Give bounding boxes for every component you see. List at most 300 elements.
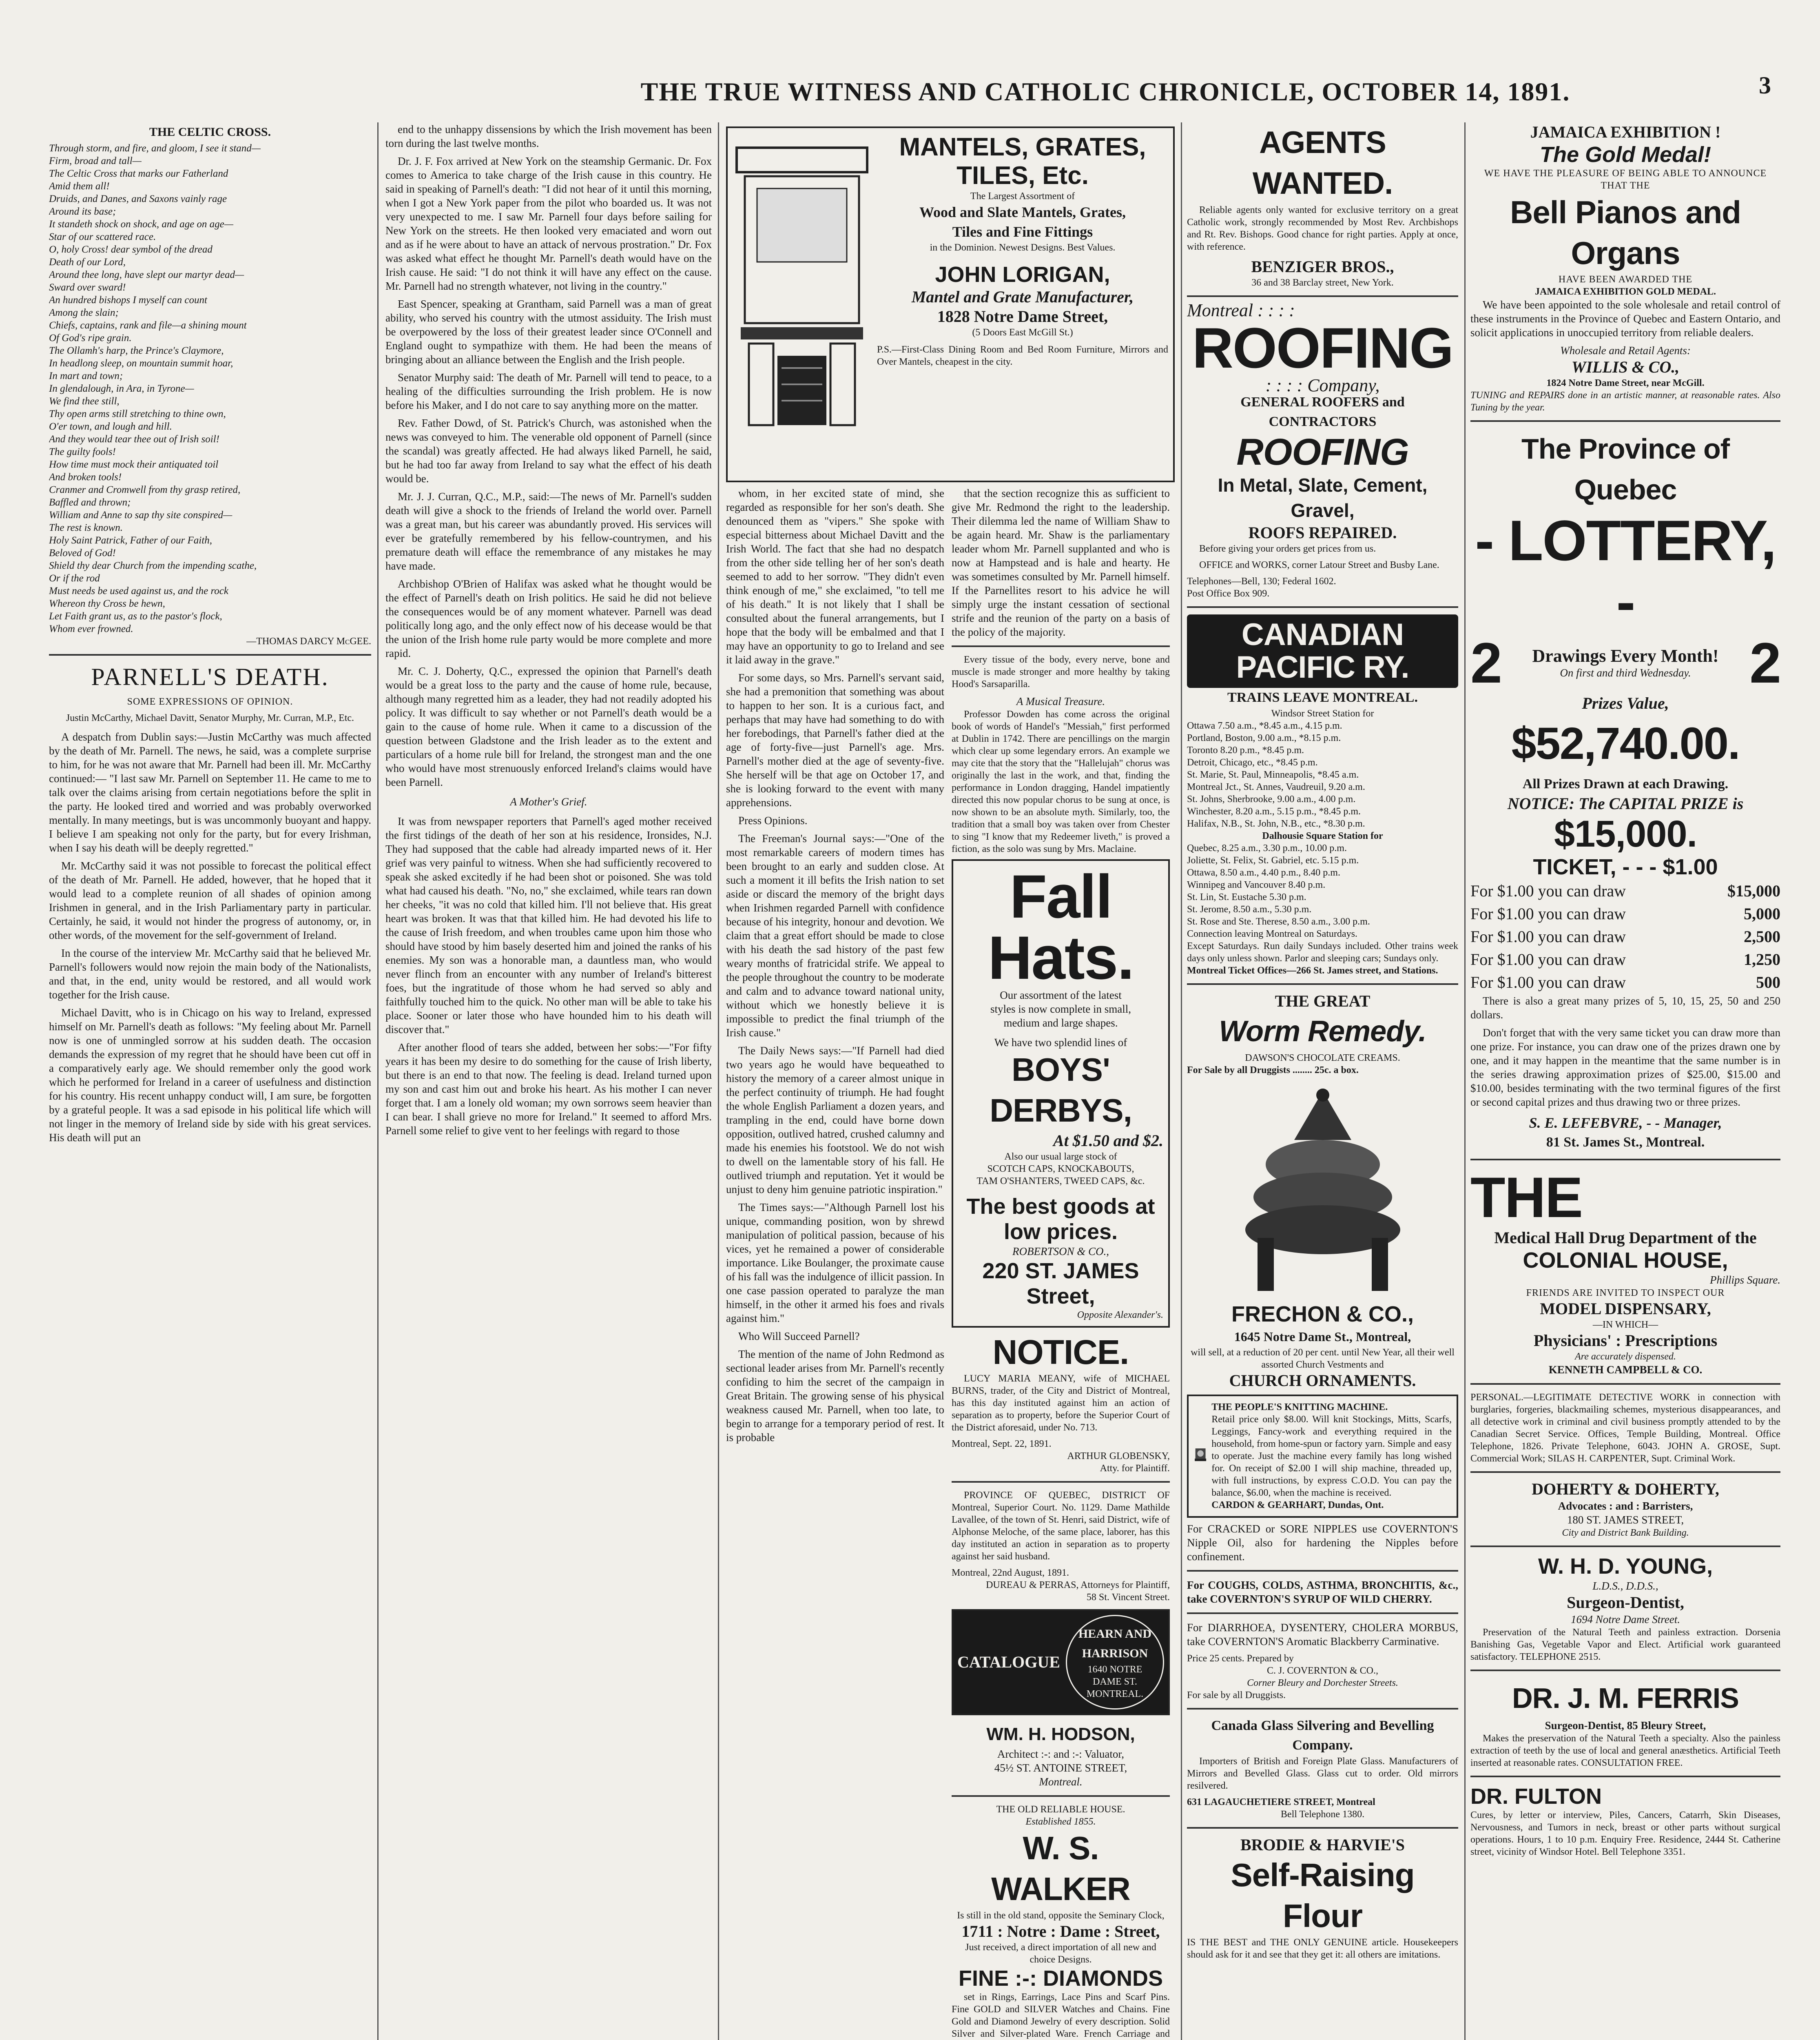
hodson-name: WM. H. HODSON, — [986, 1724, 1135, 1744]
paragraph: Dr. J. F. Fox arrived at New York on the steamship Germanic. Dr. Fox comes to America to take charge of the Irish cause in this country. He said in speaking of Parnell's death: "I did not hear of it until this morning, when I got a New York paper from the pilot who boarded us. It was not very unexpected to me. I saw Mr. Parnell four days before sailing for New York on the streets. He then looked very emaciated and worn out and as if he were about to have an attack of nervous prostration." Dr. Fox was asked what effect he thought Mr. Parnell's death would have on the Irish cause. He said: "I do not think it will have any effect on the cause. Mr. Parnell had no strength whatever, not living in the country." — [385, 155, 712, 292]
paragraph: Mr. C. J. Doherty, Q.C., expressed the opinion that Parnell's death would be a great loss to the party and the cause of home rule, because, although many regretted him as a leader, they had not readily adopted his policy. It was difficult to say whether or not Parnell's death would be a gain to the cause of home rule. When it came to a discussion of the question between Gladstone and the Irish leader as to the extent and particulars of a home rule bill for Ireland, the strongest man and the one who would have most strenuously enforced Ireland's claims would have been Parnell. — [385, 665, 712, 788]
cpr-ticket: Montreal Ticket Offices—266 St. James street, and Stations. — [1187, 965, 1438, 976]
poem-line: The Ollamh's harp, the Prince's Claymore, — [49, 345, 224, 356]
roofing-montreal: Montreal : : : : — [1187, 300, 1295, 320]
article-continued — [385, 122, 712, 789]
ferris-name: DR. J. M. FERRIS — [1512, 1682, 1739, 1714]
poem-line: Of God's ripe grain. — [49, 333, 132, 344]
doherty-addr: 180 ST. JAMES STREET, — [1567, 1514, 1684, 1526]
glass-text: Importers of British and Foreign Plate Glass. Manufacturers of Mirrors and Bevelled Glass. Glass cut to order. Old mirrors resilvered. — [1187, 1756, 1458, 1791]
hall-accurately: Are accurately dispensed. — [1575, 1351, 1676, 1362]
poem-line: Around thee long, have slept our martyr dead— — [49, 269, 244, 280]
poem-line: Around its base; — [49, 206, 116, 217]
poem-line: In headlong sleep, on mountain summit hoar, — [49, 358, 233, 369]
lottery-row-label: For $1.00 you can draw — [1470, 882, 1626, 900]
column-3 — [726, 122, 1175, 2040]
paragraph: Press Opinions. — [738, 814, 808, 827]
hearn-name: HEARN AND HARRISON — [1078, 1627, 1152, 1660]
hearn-seal — [1066, 1615, 1164, 1710]
hats-line: Also our usual large stock of — [1004, 1151, 1117, 1162]
lottery-ticket: TICKET, - - - $1.00 — [1533, 855, 1718, 879]
divider — [1470, 1471, 1780, 1473]
lottery-row — [1470, 971, 1780, 994]
divider — [952, 645, 1170, 647]
diarrhoea-sale: For sale by all Druggists. — [1187, 1690, 1286, 1701]
cpr-logo-line1: CANADIAN — [1241, 617, 1404, 652]
paragraph: Michael Davitt, who is in Chicago on his way to Ireland, expressed himself on Mr. Parnell's death as follows: "My feeling about Mr. Parnell now is one of unmingled sorrow at his sudden death. The occasion demands the expression of my regret that he should have been cut off in a comparatively early age. We should remember only the good work which he performed for Ireland in a career of usefulness and distinction for his country. His recent unhappy conduct will, I am sure, be forgotten by a grateful people. It was a sad episode in his political life which will not linger in the memory of Ireland side by side with his great services. His death will put an — [49, 1007, 371, 1144]
lottery-row-label: For $1.00 you can draw — [1470, 927, 1626, 946]
lottery-row-amount: 1,250 — [1744, 950, 1780, 969]
subsection-title: A Mother's Grief. — [510, 796, 587, 808]
jamaica-addr: 1824 Notre Dame Street, near McGill. — [1546, 378, 1705, 388]
lottery-row — [1470, 925, 1780, 948]
jamaica-firm: WILLIS & CO., — [1571, 358, 1680, 376]
papal-tiara-illustration — [1192, 1083, 1453, 1295]
young-title: Surgeon-Dentist, — [1567, 1593, 1684, 1612]
divider — [1470, 1159, 1780, 1160]
mantels-line: Wood and Slate Mantels, Grates, — [919, 204, 1126, 220]
jamaica-wholesale: Wholesale and Retail Agents: — [1560, 344, 1691, 357]
poem-line: The Celtic Cross that marks our Fatherland — [49, 168, 228, 179]
worm-the-great: THE GREAT — [1275, 992, 1371, 1010]
knitting-machine-illustration — [1193, 1401, 1207, 1507]
schedule-line: St. Jerome, 8.50 a.m., 5.30 p.m. — [1187, 904, 1312, 915]
poem-line: It standeth shock on shock, and age on age— — [49, 219, 234, 230]
poem-line: In mart and town; — [49, 370, 123, 381]
lottery-title: - LOTTERY, - — [1475, 508, 1776, 634]
poem-line: Baffled and thrown; — [49, 497, 131, 508]
page-number: 3 — [1759, 72, 1771, 99]
schedule-line: Portland, Boston, 9.00 a.m., *8.15 p.m. — [1187, 733, 1341, 743]
roofing-repaired: ROOFS REPAIRED. — [1248, 523, 1397, 542]
mantels-ps: P.S.—First-Class Dining Room and Bed Room Furniture, Mirrors and Over Mantels, cheapest in the city. — [877, 344, 1168, 367]
lottery-prizes: Prizes Value, — [1582, 694, 1669, 712]
poem-line: Through storm, and fire, and gloom, I see it stand— — [49, 143, 261, 154]
catalogue-label: CATALOGUE — [957, 1653, 1060, 1671]
lottery-drawings-row — [1470, 632, 1780, 694]
poem-line: Firm, broad and tall— — [49, 155, 142, 166]
hats-line: styles is now complete in small, — [990, 1003, 1131, 1015]
lottery-row-amount: 500 — [1756, 973, 1780, 991]
poem-line: We find thee still, — [49, 396, 120, 407]
agents-addr: 36 and 38 Barclay street, New York. — [1251, 277, 1394, 288]
hearn-harrison-ad — [952, 1609, 1170, 1715]
worm-dawson: DAWSON'S CHOCOLATE CREAMS. — [1245, 1053, 1400, 1063]
column-3-left — [726, 486, 944, 2040]
roofing-office: OFFICE and WORKS, corner Latour Street and Busby Lane. — [1199, 560, 1439, 570]
notice-signer: ARTHUR GLOBENSKY, — [1067, 1451, 1170, 1461]
frechon-text: will sell, at a reduction of 20 per cent. until New Year, all their well assorted Church Vestments and — [1191, 1347, 1455, 1370]
poem-line: An hundred bishops I myself can count — [49, 295, 207, 306]
jamaica-bell: Bell Pianos and Organs — [1510, 194, 1741, 271]
hats-headline: Fall Hats. — [988, 862, 1134, 992]
hodson-title: Architect :-: and :-: Valuator, — [997, 1748, 1125, 1760]
agents-title: AGENTS WANTED. — [1252, 125, 1393, 201]
lottery-text1: There is also a great many prizes of 5, 10, 15, 25, 50 and 250 dollars. — [1470, 995, 1780, 1021]
parnell-succession — [952, 486, 1170, 639]
province-firm: DUREAU & PERRAS, Attorneys for Plaintiff, — [986, 1580, 1170, 1590]
schedule-line: Joliette, St. Felix, St. Gabriel, etc. 5.15 p.m. — [1187, 855, 1359, 866]
poem-line: O, holy Cross! dear symbol of the dread — [49, 244, 213, 255]
column-rule — [1181, 122, 1182, 2040]
mantels-address2: (5 Doors East McGill St.) — [972, 327, 1073, 338]
lottery-two: 2 — [1470, 631, 1501, 695]
ferris-text: Makes the preservation of the Natural Teeth a specialty. Also the painless extraction of teeth by the use of local and general anæsthetics. Artificial Teeth inserted at reasonable rates. CONSULTATION FREE. — [1470, 1733, 1780, 1768]
paragraph: The mention of the name of John Redmond as sectional leader arises from Mr. Parnell's recently confiding to him the secret of the campaign in Great Britain. The growing sense of his physical weakness caused Mr. Parnell, when too late, to begin to arrange for a temporary period of rest. It is probable — [726, 1348, 944, 1444]
flour-text: IS THE BEST and THE ONLY GENUINE article. Housekeepers should ask for it and see that they get it: all others are imitations. — [1187, 1937, 1458, 1960]
divider — [1470, 420, 1780, 422]
cpr-windsor: Windsor Street Station for — [1271, 708, 1374, 719]
lottery-row-amount: $15,000 — [1727, 882, 1780, 900]
mantels-line: The Largest Assortment of — [970, 191, 1075, 202]
poem-line: Or if the rod — [49, 573, 100, 584]
paragraph: Mr. J. J. Curran, Q.C., M.P., said:—The news of Mr. Parnell's sudden death will give a shock to the friends of Ireland the world over. Parnell was a great man, but his career was abundantly proved. His services will ever be gratefully remembered by his fellow-countrymen, and his premature death will efface the remembrance of any mistakes he may have made. — [385, 490, 712, 572]
poem-line: Must needs be used against us, and the rock — [49, 585, 228, 596]
lottery-drawings: Drawings Every Month! — [1532, 646, 1719, 666]
lottery-text2: Don't forget that with the very same ticket you can draw more than one prize. For instance, you can draw one of the prizes drawn one by one, and it may happen in the meantime that the same number is in the series drawing approximation prizes of $25.00, $15.00 and $10.00, besides terminating with the two terminal figures of the first or second capital prizes and thus drawing two or three prizes. — [1470, 1027, 1780, 1108]
young-deg: L.D.S., D.D.S., — [1592, 1580, 1658, 1592]
hats-line: We have two splendid lines of — [994, 1036, 1127, 1049]
poem-line: Beloved of God! — [49, 548, 116, 559]
poem-line: The rest is known. — [49, 522, 123, 533]
province-notice: PROVINCE OF QUEBEC, DISTRICT OF Montreal, Superior Court. No. 1129. Dame Mathilde Lavallee, of the town of St. Henri, said District, wife of Alphonse Meloche, of the same place, laborer, has this day instituted an action in separation as to property against her said husband. — [952, 1490, 1170, 1562]
jamaica-title: JAMAICA EXHIBITION ! — [1530, 123, 1721, 141]
sarsaparilla-note: Every tissue of the body, every nerve, bone and muscle is made stronger and more healthy by taking Hood's Sarsaparilla. — [952, 654, 1170, 690]
personal-notice: PERSONAL.—LEGITIMATE DETECTIVE WORK in connection with burglaries, forgeries, blackmailing schemes, mysterious disappearances, and all detective work in criminal and civil business promptly attended to by the Canadian Secret Service. Offices, Temple Building, Montreal. Office Telephone, 1826. Private Telephone, 6043. JOHN A. GROSE, Supt. Commercial Work; SILAS H. CARPENTER, Supt. Criminal Work. — [1470, 1392, 1780, 1464]
paragraph: that the section recognize this as sufficient to give Mr. Redmond the right to the leadership. Their dilemma led the name of William Shaw to be again heard. Mr. Shaw is the parliamentary leader whom Mr. Parnell supplanted and who is now at Hampstead and is hale and hearty. He was sometimes consulted by Mr. Parnell himself. If the Parnellites resort to his advice he will simply urge the instant cessation of sectional strife and the reunion of the party on a basis of the policy of the majority. — [952, 487, 1170, 638]
lottery-prize-list — [1470, 880, 1780, 994]
cpr-dalhousie: Dalhousie Square Station for — [1262, 831, 1383, 841]
schedule-line: Ottawa, 8.50 a.m., 4.40 p.m., 8.40 p.m. — [1187, 867, 1340, 878]
lottery-row — [1470, 902, 1780, 925]
mantel-illustration — [733, 140, 871, 433]
glass-title: Canada Glass Silvering and Bevelling Company. — [1211, 1718, 1434, 1753]
hall-colonial: COLONIAL HOUSE, — [1523, 1248, 1728, 1273]
paragraph: In the course of the interview Mr. McCarthy said that he believed Mr. Parnell's followers would now rejoin the main body of the Nationalists, and that, in the end, unity would be restored, and all would work together for the Irish cause. — [49, 947, 371, 1001]
lottery-row-label: For $1.00 you can draw — [1470, 950, 1626, 969]
poem-line: William and Anne to sap thy site conspired— — [49, 510, 232, 521]
column-4 — [1187, 122, 1458, 2040]
poem-line: Amid them all! — [49, 181, 110, 192]
jamaica-we-have: WE HAVE THE PLEASURE OF BEING ABLE TO ANNOUNCE THAT THE — [1484, 168, 1767, 191]
divider — [49, 654, 371, 656]
cpr-trains: TRAINS LEAVE MONTREAL. — [1227, 690, 1418, 705]
paragraph: Rev. Father Dowd, of St. Patrick's Church, was astonished when the news was conveyed to him. The venerable old opponent of Parnell (since the scandal) was greatly affected. He had always liked Parnell, he said, but he had too far away from Ireland to say what the effect of his death would be. — [385, 417, 712, 485]
poem-line: Star of our scattered race. — [49, 231, 156, 242]
poem-line: And broken tools! — [49, 472, 122, 483]
roofing-box: Post Office Box 909. — [1187, 588, 1270, 599]
roofing-tel: Telephones—Bell, 130; Federal 1602. — [1187, 576, 1336, 587]
paragraph: East Spencer, speaking at Grantham, said Parnell was a man of great ability, who served his country with the utmost assiduity. The Irish must be overpowered by the loss of their greatest leader since O'Connell and England ought to sympathize with them. He had been the means of bringing about an alliance between the English and the Irish people. — [385, 298, 712, 366]
hats-line: medium and large shapes. — [1003, 1017, 1118, 1029]
poem-line: O'er town, and lough and hill. — [49, 421, 172, 432]
lottery-province: The Province of Quebec — [1521, 433, 1730, 506]
column-1 — [49, 122, 371, 2040]
divider — [952, 1481, 1170, 1483]
ferris-addr: Surgeon-Dentist, 85 Bleury Street, — [1545, 1719, 1706, 1732]
schedule-line: Detroit, Chicago, etc., *8.45 p.m. — [1187, 757, 1318, 768]
mantels-address: 1828 Notre Dame Street, — [937, 307, 1108, 326]
jamaica-medal: JAMAICA EXHIBITION GOLD MEDAL. — [1534, 286, 1716, 297]
lottery-notice: NOTICE: The CAPITAL PRIZE is — [1507, 794, 1744, 813]
lottery-row-label: For $1.00 you can draw — [1470, 905, 1626, 923]
fulton-text: Cures, by letter or interview, Piles, Cancers, Catarrh, Skin Diseases, Nervousness, and Tumors in neck, breast or other parts without surgical operations. Hours, 1 to 10 p.m. Enquiry Free. Residence, 2444 St. Catherine street, vicinity of Windsor Hotel. Bell Telephone 3351. — [1470, 1810, 1780, 1857]
hall-physicians: Physicians' : Prescriptions — [1533, 1331, 1718, 1350]
hall-model: MODEL DISPENSARY, — [1540, 1299, 1711, 1318]
paragraph: whom, in her excited state of mind, she regarded as responsible for her son's death. She denounced them as "vipers." She spoke with especial bitterness about Michael Davitt and the Irish World. The fact that she had no despatch from the other side telling her of her son's death seemed to add to her sorrow. "They didn't even think enough of me," she exclaimed, "to tell me of his death." It is not likely that I shall be consulted about the funeral arrangements, but I hope that the body will be embalmed and that I may have an opportunity to go to Ireland and see it laid away in the grave." — [726, 487, 944, 666]
article-body — [49, 730, 371, 1144]
diarrhoea-price: Price 25 cents. Prepared by — [1187, 1653, 1294, 1664]
divider — [1187, 1612, 1458, 1614]
paragraph: Senator Murphy said: The death of Mr. Parnell will tend to peace, to a healing of the difficulties surrounding the Irish problem. He is now before his Maker, and I do not care to say anything more on the matter. — [385, 371, 712, 411]
notice-date: Montreal, Sept. 22, 1891. — [952, 1439, 1052, 1449]
cpr-logo — [1187, 614, 1458, 688]
mother-grief-body — [385, 814, 712, 1138]
poem-line: Sward over sward! — [49, 282, 126, 293]
lottery-row-amount: 2,500 — [1744, 927, 1780, 946]
column-rule — [718, 122, 719, 2040]
roofing-general: GENERAL ROOFERS and CONTRACTORS — [1240, 395, 1405, 429]
divider — [952, 1795, 1170, 1797]
schedule-line: Quebec, 8.25 a.m., 3.30 p.m., 10.00 p.m. — [1187, 843, 1347, 854]
schedule-line: Ottawa 7.50 a.m., *8.45 a.m., 4.15 p.m. — [1187, 721, 1342, 731]
doherty-city: City and District Bank Building. — [1562, 1528, 1689, 1538]
poem-body — [49, 142, 371, 635]
lottery-capital: $15,000. — [1554, 813, 1697, 855]
lottery-row — [1470, 948, 1780, 971]
coughs-text: For COUGHS, COLDS, ASTHMA, BRONCHITIS, &c., take COVERNTON'S SYRUP OF WILD CHERRY. — [1187, 1579, 1458, 1605]
schedule-line: St. Johns, Sherbrooke, 9.00 a.m., 4.00 p.m. — [1187, 794, 1356, 805]
paragraph: For some days, so Mrs. Parnell's servant said, she had a premonition that something was about to happen to her son. It is a curious fact, and perhaps that may have had something to do with her forebodings, that Parnell's father died at the age of forty-five—just Parnell's age. Mrs. Parnell's mother died at the age of seventy-five. She herself will be that age on October 17, and she is looking forward to the event with many apprehensions. — [726, 672, 944, 809]
lottery-value: $52,740.00. — [1511, 718, 1740, 769]
column-5 — [1470, 122, 1780, 2040]
roofing-title2: ROOFING — [1236, 431, 1409, 473]
paragraph: Who Will Succeed Parnell? — [738, 1330, 860, 1342]
knitting-firm: CARDON & GEARHART, Dundas, Ont. — [1211, 1500, 1384, 1510]
poem-line: Cranmer and Cromwell from thy grasp retired, — [49, 484, 241, 495]
poem-author: —THOMAS DARCY McGEE. — [246, 636, 371, 647]
poem-line: Chiefs, captains, rank and file—a shining mount — [49, 320, 247, 331]
cpr-schedule — [1187, 720, 1458, 830]
diarrhoea-text: For DIARRHOEA, DYSENTERY, CHOLERA MORBUS, take COVERNTON'S Aromatic Blackberry Carminative. — [1187, 1621, 1458, 1648]
glass-tel: Bell Telephone 1380. — [1280, 1809, 1365, 1820]
knitting-title: THE PEOPLE'S KNITTING MACHINE. — [1211, 1402, 1388, 1412]
doherty-role: Advocates : and : Barristers, — [1558, 1500, 1693, 1512]
poem-line: In glendalough, in Ara, in Tyrone— — [49, 383, 194, 394]
divider — [1470, 1383, 1780, 1385]
divider — [1470, 1546, 1780, 1547]
poem-line: Shield thy dear Church from the impending scathe, — [49, 560, 257, 571]
hats-firm: ROBERTSON & CO., — [1012, 1245, 1109, 1257]
schedule-line: Montreal Jct., St. Annes, Vaudreuil, 9.20 a.m. — [1187, 782, 1365, 792]
schedule-line: Toronto 8.20 p.m., *8.45 p.m. — [1187, 745, 1304, 756]
hats-opp: Opposite Alexander's. — [1077, 1310, 1163, 1320]
hall-friends: FRIENDS ARE INVITED TO INSPECT OUR — [1526, 1288, 1725, 1298]
paragraph: Archbishop O'Brien of Halifax was asked what he thought would be the effect of Parnell's death on Irish politics. He said he did not believe the consequences would be of any moment whatever. Parnell was dead politically long ago, and the only effect now of his decease would be that the union of the Irish home rule party would be more complete and more rapid. — [385, 578, 712, 659]
schedule-line: St. Marie, St. Paul, Minneapolis, *8.45 a.m. — [1187, 769, 1359, 780]
poem-line: Whereon thy Cross be hewn, — [49, 598, 165, 609]
jamaica-gold: The Gold Medal! — [1539, 142, 1711, 167]
walker-fine: FINE :-: DIAMONDS — [959, 1966, 1163, 1991]
divider — [1187, 606, 1458, 608]
lottery-addr: 81 St. James St., Montreal. — [1546, 1135, 1705, 1150]
mantels-ad — [726, 126, 1175, 482]
flour-firm: BRODIE & HARVIE'S — [1240, 1836, 1405, 1854]
mantels-headline: MANTELS, GRATES, TILES, Etc. — [899, 133, 1146, 190]
schedule-line: St. Lin, St. Eustache 5.30 p.m. — [1187, 892, 1306, 902]
agents-text: Reliable agents only wanted for exclusive territory on a great Catholic work, strongly recommended by Most Rev. Archbishops and Rt. Rev. Bishops. Good chance for right parties. Apply at once, with reference. — [1187, 205, 1458, 252]
cpr-logo-line2: PACIFIC RY. — [1236, 650, 1409, 685]
mantels-trade: Mantel and Grate Manufacturer, — [911, 288, 1134, 306]
roofing-text: Before giving your orders get prices from us. — [1199, 543, 1376, 554]
schedule-line: Winchester, 8.20 a.m., 5.15 p.m., *8.45 p.m. — [1187, 806, 1361, 817]
hall-in-which: —IN WHICH— — [1592, 1319, 1658, 1330]
divider — [1470, 1776, 1780, 1777]
lottery-row-label: For $1.00 you can draw — [1470, 973, 1626, 991]
paragraph: After another flood of tears she added, between her sobs:—"For fifty years it has been my desire to do something for the cause of Irish liberty, but there is an end to that now. The feeling is dead. Ireland turned upon my son and cast him out and broke his heart. As his mother I can never forget that. I am a lonely old woman; my own sorrows seem heavier than I can bear. I shall grieve no more for Ireland." It seemed to afford Mrs. Parnell some relief to give vent to her feelings with regard to those — [385, 1041, 712, 1137]
cpr-connection: Connection leaving Montreal on Saturdays. — [1187, 929, 1357, 939]
schedule-line: Halifax, N.B., St. John, N.B., etc., *8.30 p.m. — [1187, 818, 1365, 829]
divider — [1187, 295, 1458, 297]
young-text: Preservation of the Natural Teeth and painless extraction. Dorsenia Banishing Gas, Vegetable Vapor and Elect. Artificial work guaranteed satisfactory. TELEPHONE 2515. — [1470, 1627, 1780, 1662]
jamaica-text: We have been appointed to the sole wholesale and retail control of these instruments in the Province of Quebec and Eastern Ontario, and solicit applications in unoccupied territory from reliable dealers. — [1470, 299, 1780, 339]
schedule-line: St. Rose and Ste. Therese, 8.50 a.m., 3.00 p.m. — [1187, 916, 1370, 927]
jamaica-awarded: HAVE BEEN AWARDED THE — [1558, 274, 1693, 285]
poem-line: How time must mock their antiquated toil — [49, 459, 219, 470]
mantels-name: JOHN LORIGAN, — [935, 262, 1110, 287]
hats-best: The best goods at low prices. — [966, 1194, 1155, 1244]
hats-derbys: BOYS' DERBYS, — [990, 1051, 1132, 1129]
poem-line: Druids, and Danes, and Saxons vainly rage — [49, 193, 227, 204]
cpr-except: Except Saturdays. Run daily Sundays included. Other trains week days only unless shown. Parlor and sleeping cars; Sundays only. — [1187, 941, 1458, 964]
divider — [1470, 1670, 1780, 1671]
walker-desc: Just received, a direct importation of all new and choice Designs. — [965, 1942, 1156, 1965]
knitting-ad — [1187, 1395, 1458, 1518]
roofing-company: : : : : Company, — [1265, 375, 1380, 395]
fulton-name: DR. FULTON — [1470, 1784, 1602, 1809]
fall-hats-ad — [952, 859, 1170, 1328]
hats-line: SCOTCH CAPS, KNOCKABOUTS, — [987, 1164, 1134, 1174]
walker-name: W. S. WALKER — [991, 1830, 1130, 1907]
lottery-manager: S. E. LEFEBVRE, - - Manager, — [1529, 1115, 1722, 1131]
young-addr: 1694 Notre Dame Street. — [1571, 1613, 1680, 1625]
hats-line: TAM O'SHANTERS, TWEED CAPS, &c. — [976, 1176, 1145, 1186]
walker-top: THE OLD RELIABLE HOUSE. — [996, 1804, 1125, 1815]
hats-street: 220 ST. JAMES Street, — [982, 1259, 1139, 1308]
frechon-name: FRECHON & CO., — [1231, 1302, 1414, 1326]
hats-price: At $1.50 and $2. — [1053, 1131, 1163, 1150]
treasure-title: A Musical Treasure. — [1016, 695, 1105, 707]
column-2 — [385, 122, 712, 2040]
divider — [1187, 1570, 1458, 1572]
hearn-address: 1640 NOTRE DAME ST. MONTREAL. — [1086, 1664, 1144, 1699]
young-name: W. H. D. YOUNG, — [1538, 1554, 1713, 1579]
walker-desc2: set in Rings, Earrings, Lace Pins and Scarf Pins. Fine GOLD and SILVER Watches and Chains. Fine Gold and Diamond Jewelry of every description. Solid Silver and Silver-plated Ware. French Carriage and — [952, 1992, 1170, 2039]
doherty-name: DOHERTY & DOHERTY, — [1532, 1480, 1719, 1498]
jamaica-tuning: TUNING and REPAIRS done in an artistic manner, at reasonable rates. Also Tuning by the year. — [1470, 390, 1780, 413]
poem-line: Death of our Lord, — [49, 257, 126, 268]
poem-line: Whom ever frowned. — [49, 623, 133, 634]
cpr-schedule-2 — [1187, 842, 1458, 928]
walker-addr: 1711 : Notre : Dame : Street, — [961, 1922, 1160, 1940]
paragraph: The Freeman's Journal says:—"One of the most remarkable careers of modern times has been brought to an early and sudden close. At such a moment it ill befits the Irish nation to set aside or discard the memory of the bright days when Irishmen regarded Parnell with confidence because of his integrity, honour and devotion. We claim that a great effort should be made to close with his death the sad history of the past few weary months of fratricidal strife. We appeal to the people throughout the country to be moderate and calm and to advance toward national unity, without which we honestly believe it is impossible to predict the final triumph of the Irish cause." — [726, 832, 944, 1039]
paragraph: The Daily News says:—"If Parnell had died two years ago he would have bequeathed to history the memory of a career almost unique in the perfect continuity of triumph. He had fought the whole English Parliament a dozen years, and trampling in the end, could have borne down opposition, outlived hatred, crushed calumny and made his enemies his footstool. We do not wish to dwell on the lamentable story of his fall. He outlived triumph and reputation. Yet it would be unjust to deny him genuine patriotic inspiration." — [726, 1044, 944, 1195]
frechon-addr: 1645 Notre Dame St., Montreal, — [1234, 1329, 1411, 1344]
poem-line: Holy Saint Patrick, Father of our Faith, — [49, 535, 212, 546]
masthead-title: THE TRUE WITNESS AND CATHOLIC CHRONICLE, OCTOBER 14, 1891. — [640, 77, 1570, 106]
poem-line: Let Faith grant us, as to the pastor's flock, — [49, 611, 222, 622]
nipples-text: For CRACKED or SORE NIPPLES use COVERNTON'S Nipple Oil, also for hardening the Nipples before confinement. — [1187, 1523, 1458, 1563]
lottery-on: On first and third Wednesday. — [1560, 667, 1691, 679]
notice-title: NOTICE. — [992, 1333, 1129, 1371]
hall-kenneth: KENNETH CAMPBELL & CO. — [1548, 1364, 1703, 1376]
paragraph: It was from newspaper reporters that Parnell's aged mother received the first tidings of the death of her son at his residence, Ironsides, N.J. They had supposed that the cable had already imparted news of it. Her grief was very painful to witness. When she had sufficiently recovered to speak she asked excitedly if he had been shot or poisoned. She was told what had caused his death. "No, no," she exclaimed, while tears ran down her cheeks, "it was no cold that killed him. I'll not believe that. His great heart was broken. It was that that killed him. He had devoted his life to the cause of Irish freedom, and when troubles came upon him those who should have stood by him basely deserted him and joined the ranks of his enemies. My son was a honorable man, a dauntless man, who would never flinch from an encounter with any number of Ireland's bitterest foes, but the ingratitude of those whom he had served so ably and faithfully touched him to the quick. No other man will be able to take his place. Sooner or later those who have hounded him to his death will discover that." — [385, 815, 712, 1036]
lottery-all: All Prizes Drawn at each Drawing. — [1522, 776, 1729, 792]
hall-medical: Medical Hall Drug Department of the — [1494, 1228, 1757, 1247]
divider — [1187, 983, 1458, 985]
frechon-church: CHURCH ORNAMENTS. — [1229, 1371, 1416, 1390]
agents-firm: BENZIGER BROS., — [1251, 257, 1394, 276]
poem-line: The guilty fools! — [49, 446, 116, 457]
article-subtitle: SOME EXPRESSIONS OF OPINION. — [127, 696, 293, 707]
divider — [1187, 1827, 1458, 1829]
province-date: Montreal, 22nd August, 1891. — [952, 1568, 1069, 1578]
treasure-text: Professor Dowden has come across the original book of words of Handel's "Messiah," first performed at Dublin in 1742. There are pencillings on the margin which clear up some legendary errors. An example we may cite that the story that the "Hallelujah" chorus was originally the last in the work, and that, finding the performance in London dragging, Handel impatiently directed this now popular chorus to be sung at once, is now shown to be an absolute myth. Similarly, too, the tradition that a small boy was taken over from Chester to sing "I know that my Redeemer liveth," is proved a fiction, as the solo was sung by Mrs. Maclaine. — [952, 709, 1170, 854]
flour-title: Self-Raising Flour — [1231, 1857, 1415, 1934]
roofing-materials: In Metal, Slate, Cement, Gravel, — [1218, 475, 1428, 521]
roofing-title: ROOFING — [1192, 316, 1453, 380]
paragraph: end to the unhappy dissensions by which the Irish movement has been torn during the last twelve months. — [385, 123, 712, 149]
article-deck: Justin McCarthy, Michael Davitt, Senator Murphy, Mr. Curran, M.P., Etc. — [66, 713, 354, 723]
notice-text: LUCY MARIA MEANY, wife of MICHAEL BURNS, trader, of the City and District of Montreal, has this day instituted against him an action of separation as to property, before the Superior Court of the District aforesaid, under No. 713. — [952, 1373, 1170, 1433]
lottery-row — [1470, 880, 1780, 902]
lottery-row-amount: 5,000 — [1744, 905, 1780, 923]
paragraph: A despatch from Dublin says:—Justin McCarthy was much affected by the death of Mr. Parnell. The news, he said, was a complete surprise to him, for he was not aware that Mr. Parnell had been ill. Mr. McCarthy continued:— "I last saw Mr. Parnell on September 11. He came to me to talk over the claims arising from certain negotiations before the split in the party. He looked tired and worried and was probably overworked mentally. In many meetings, but is was uncommonly buoyant and happy. I believe I am speaking not only for the party, but for every Irishman, when I say his death will be deeply regretted." — [49, 731, 371, 854]
paragraph: Mr. McCarthy said it was not possible to forecast the political effect of the death of Mr. Parnell. He added, however, that he hoped that it would lead to a complete reunion of all shades of opinion among Irishmen in general, and in the Irish Parliamentary party in particular. Certainly, he said, it would not hinder the progress of autonomy, or, in other words, of the movement for the self-government of Ireland. — [49, 860, 371, 941]
hall-the: THE — [1470, 1165, 1582, 1229]
column-rule — [377, 122, 379, 2040]
hall-phillips: Phillips Square. — [1710, 1274, 1780, 1286]
province-addr: 58 St. Vincent Street. — [1086, 1592, 1170, 1603]
mantels-line: in the Dominion. Newest Designs. Best Values. — [930, 242, 1116, 253]
poem-line: And they would tear thee out of Irish soil! — [49, 434, 220, 445]
knitting-text: Retail price only $8.00. Will knit Stockings, Mitts, Scarfs, Leggings, Fancy-work and everything required in the household, from home-spun or factory yarn. Simple and easy to operate. Just the machine every family has long wished for. On receipt of $2.00 I will ship machine, threaded up, with full instructions, by express C.O.D. You can pay the balance, $6.00, when the machine is received. — [1211, 1414, 1452, 1498]
poem-line: Thy open arms still stretching to thine own, — [49, 408, 226, 419]
worm-title: Worm Remedy. — [1219, 1015, 1426, 1048]
poem-line: Among the slain; — [49, 307, 119, 318]
walker-est: Established 1855. — [1025, 1816, 1096, 1827]
diarrhoea-addr: Corner Bleury and Dorchester Streets. — [1247, 1678, 1398, 1688]
lottery-two: 2 — [1749, 631, 1780, 695]
walker-text: Is still in the old stand, opposite the Seminary Clock, — [957, 1910, 1165, 1921]
poem-title: THE CELTIC CROSS. — [149, 125, 271, 139]
hats-line: Our assortment of the latest — [1000, 989, 1122, 1001]
hodson-city: Montreal. — [1039, 1776, 1083, 1788]
column-rule — [1464, 122, 1466, 2040]
glass-addr: 631 LAGAUCHETIERE STREET, Montreal — [1187, 1797, 1375, 1807]
mantels-line: Tiles and Fine Fittings — [952, 224, 1093, 240]
diarrhoea-firm: C. J. COVERNTON & CO., — [1267, 1665, 1378, 1676]
schedule-line: Winnipeg and Vancouver 8.40 p.m. — [1187, 880, 1326, 890]
paragraph: The Times says:—"Although Parnell lost his unique, commanding position, won by shrewd manipulation of political passion, because of his vices, yet he remained a power of considerable importance. Like Boulanger, the proximate cause of his fall was the indulgence of illicit passion. In one case passion operated to paralyze the man himself, in the other it armed his foes and rivals against him." — [726, 1201, 944, 1324]
column-3-right — [952, 486, 1170, 2040]
worm-sale: For Sale by all Druggists ........ 25c. a box. — [1187, 1065, 1359, 1075]
notice-role: Atty. for Plaintiff. — [1100, 1463, 1170, 1474]
column-3-split — [726, 486, 1175, 2040]
article-title: PARNELL'S DEATH. — [91, 663, 329, 690]
divider — [1187, 1708, 1458, 1710]
hodson-addr: 45½ ST. ANTOINE STREET, — [994, 1762, 1127, 1774]
